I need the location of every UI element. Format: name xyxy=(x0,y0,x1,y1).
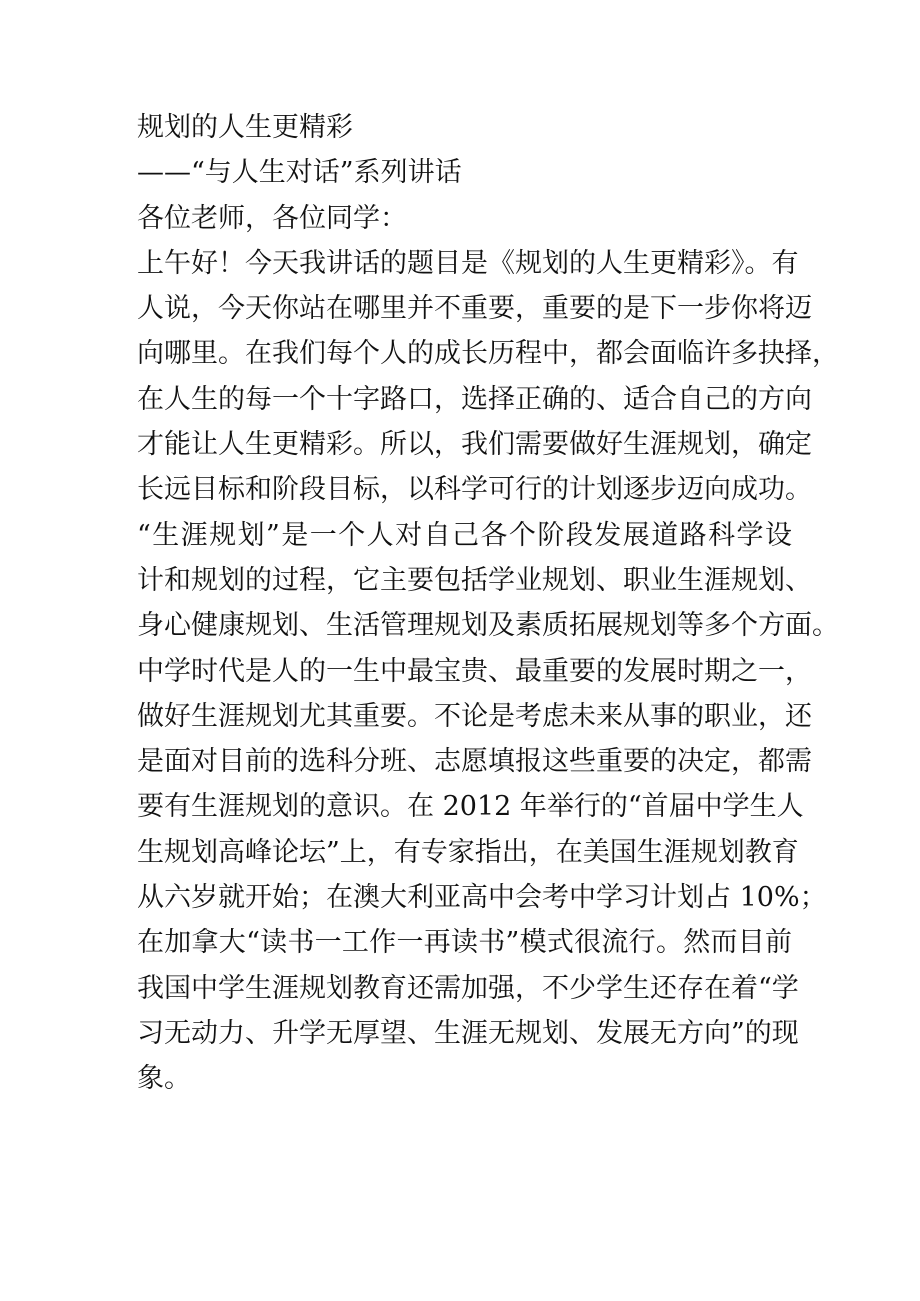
paragraph-line: 计和规划的过程，它主要包括学业规划、职业生涯规划、 xyxy=(137,564,812,596)
paragraph-2 xyxy=(137,513,839,1102)
paragraph-line: 习无动力、升学无厚望、生涯无规划、发展无方向”的现 xyxy=(137,1017,799,1049)
paragraph-1 xyxy=(137,241,839,513)
paragraph-line: 身心健康规划、生活管理规划及素质拓展规划等多个方面。 xyxy=(137,610,839,642)
paragraph-line: 要有生涯规划的意识。在 2012 年举行的“首届中学生人 xyxy=(137,791,804,823)
paragraph-line: 是面对目前的选科分班、志愿填报这些重要的决定，都需 xyxy=(137,746,812,778)
paragraph-line: 生规划高峰论坛”上，有专家指出，在美国生涯规划教育 xyxy=(137,836,799,868)
paragraph-line: 中学时代是人的一生中最宝贵、最重要的发展时期之一， xyxy=(137,655,812,687)
document-title: 规划的人生更精彩 xyxy=(137,112,353,143)
paragraph-line: 象。 xyxy=(137,1063,191,1095)
greeting: 各位老师，各位同学： xyxy=(137,202,407,234)
paragraph-line: 上午好！今天我讲话的题目是《规划的人生更精彩》。有 xyxy=(137,247,799,279)
paragraph-line: 在加拿大“读书一工作一再读书”模式很流行。然而目前 xyxy=(137,927,792,959)
paragraph-line: 长远目标和阶段目标，以科学可行的计划逐步迈向成功。 xyxy=(137,474,812,506)
paragraph-line: 从六岁就开始；在澳大利亚高中会考中学习计划占 10%； xyxy=(137,882,827,914)
paragraph-line: 在人生的每一个十字路口，选择正确的、适合自己的方向 xyxy=(137,383,812,415)
document-subtitle: ——“与人生对话”系列讲话 xyxy=(137,157,462,189)
document-body xyxy=(137,105,839,1102)
paragraph-line: 才能让人生更精彩。所以，我们需要做好生涯规划，确定 xyxy=(137,429,812,461)
paragraph-line: 向哪里。在我们每个人的成长历程中，都会面临许多抉择， xyxy=(137,338,839,370)
paragraph-line: “生涯规划”是一个人对自己各个阶段发展道路科学设 xyxy=(137,519,792,551)
paragraph-line: 我国中学生涯规划教育还需加强，不少学生还存在着“学 xyxy=(137,972,799,1004)
paragraph-line: 做好生涯规划尤其重要。不论是考虑未来从事的职业，还 xyxy=(137,700,812,732)
paragraph-line: 人说，今天你站在哪里并不重要，重要的是下一步你将迈 xyxy=(137,293,812,325)
